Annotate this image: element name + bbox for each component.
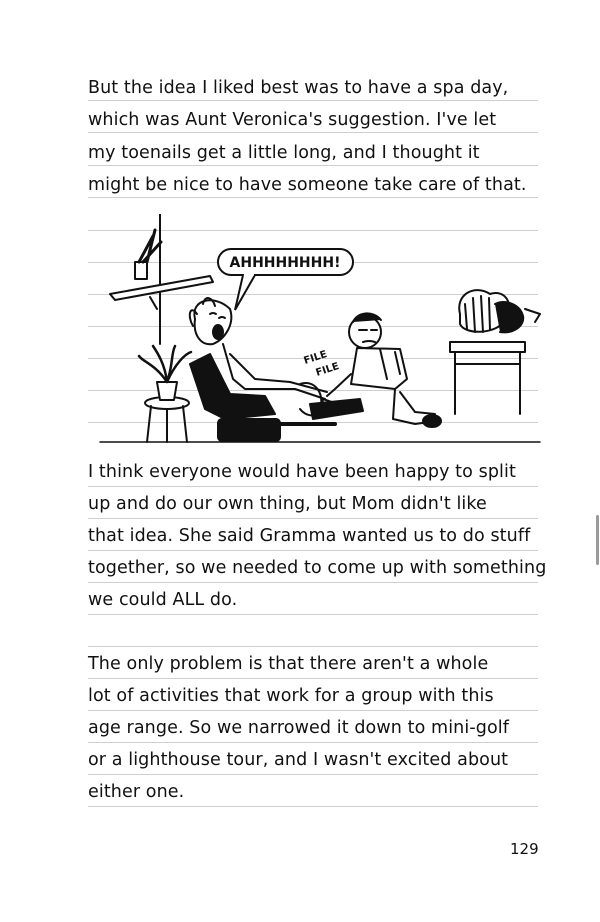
- ruled-line: [88, 614, 538, 615]
- paragraph-3-line-5: either one.: [88, 782, 185, 802]
- ruled-line: [88, 518, 538, 519]
- ruled-line: [88, 550, 538, 551]
- paragraph-2-line-4: together, so we needed to come up with something: [88, 558, 547, 578]
- paragraph-2-line-2: up and do our own thing, but Mom didn't like: [88, 494, 487, 514]
- paragraph-3-line-2: lot of activities that work for a group with this: [88, 686, 494, 706]
- ruled-line: [88, 165, 538, 166]
- paragraph-3-line-1: The only problem is that there aren't a whole: [88, 654, 489, 674]
- paragraph-3-line-3: age range. So we narrowed it down to mini-golf: [88, 718, 509, 738]
- ruled-line: [88, 132, 538, 133]
- sound-effect-2: FILE: [314, 361, 341, 379]
- paragraph-3-line-4: or a lighthouse tour, and I wasn't excited about: [88, 750, 509, 770]
- ruled-line: [88, 582, 538, 583]
- speech-bubble: [218, 249, 353, 310]
- paragraph-1-line-1: But the idea I liked best was to have a spa day,: [88, 78, 509, 98]
- ruled-line: [88, 197, 538, 198]
- ruled-line: [88, 678, 538, 679]
- paragraph-2-line-3: that idea. She said Gramma wanted us to do stuff: [88, 526, 531, 546]
- ruled-line: [88, 646, 538, 647]
- ruled-line: [88, 742, 538, 743]
- sound-effect-1: FILE: [302, 349, 329, 367]
- paragraph-2-line-1: I think everyone would have been happy to split: [88, 462, 516, 482]
- scrollbar-thumb[interactable]: [596, 515, 599, 565]
- paragraph-1-line-2: which was Aunt Veronica's suggestion. I've let: [88, 110, 497, 130]
- speech-bubble-text: AHHHHHHHH!: [229, 255, 341, 271]
- page-number: 129: [510, 840, 539, 858]
- ruled-line: [88, 100, 538, 101]
- paragraph-2-line-5: we could ALL do.: [88, 590, 238, 610]
- paragraph-1-line-4: might be nice to have someone take care of that.: [88, 175, 527, 195]
- paragraph-1-line-3: my toenails get a little long, and I thought it: [88, 143, 480, 163]
- ruled-line: [88, 486, 538, 487]
- ruled-line: [88, 774, 538, 775]
- spa-illustration: [95, 214, 545, 449]
- ruled-line: [88, 806, 538, 807]
- ruled-line: [88, 710, 538, 711]
